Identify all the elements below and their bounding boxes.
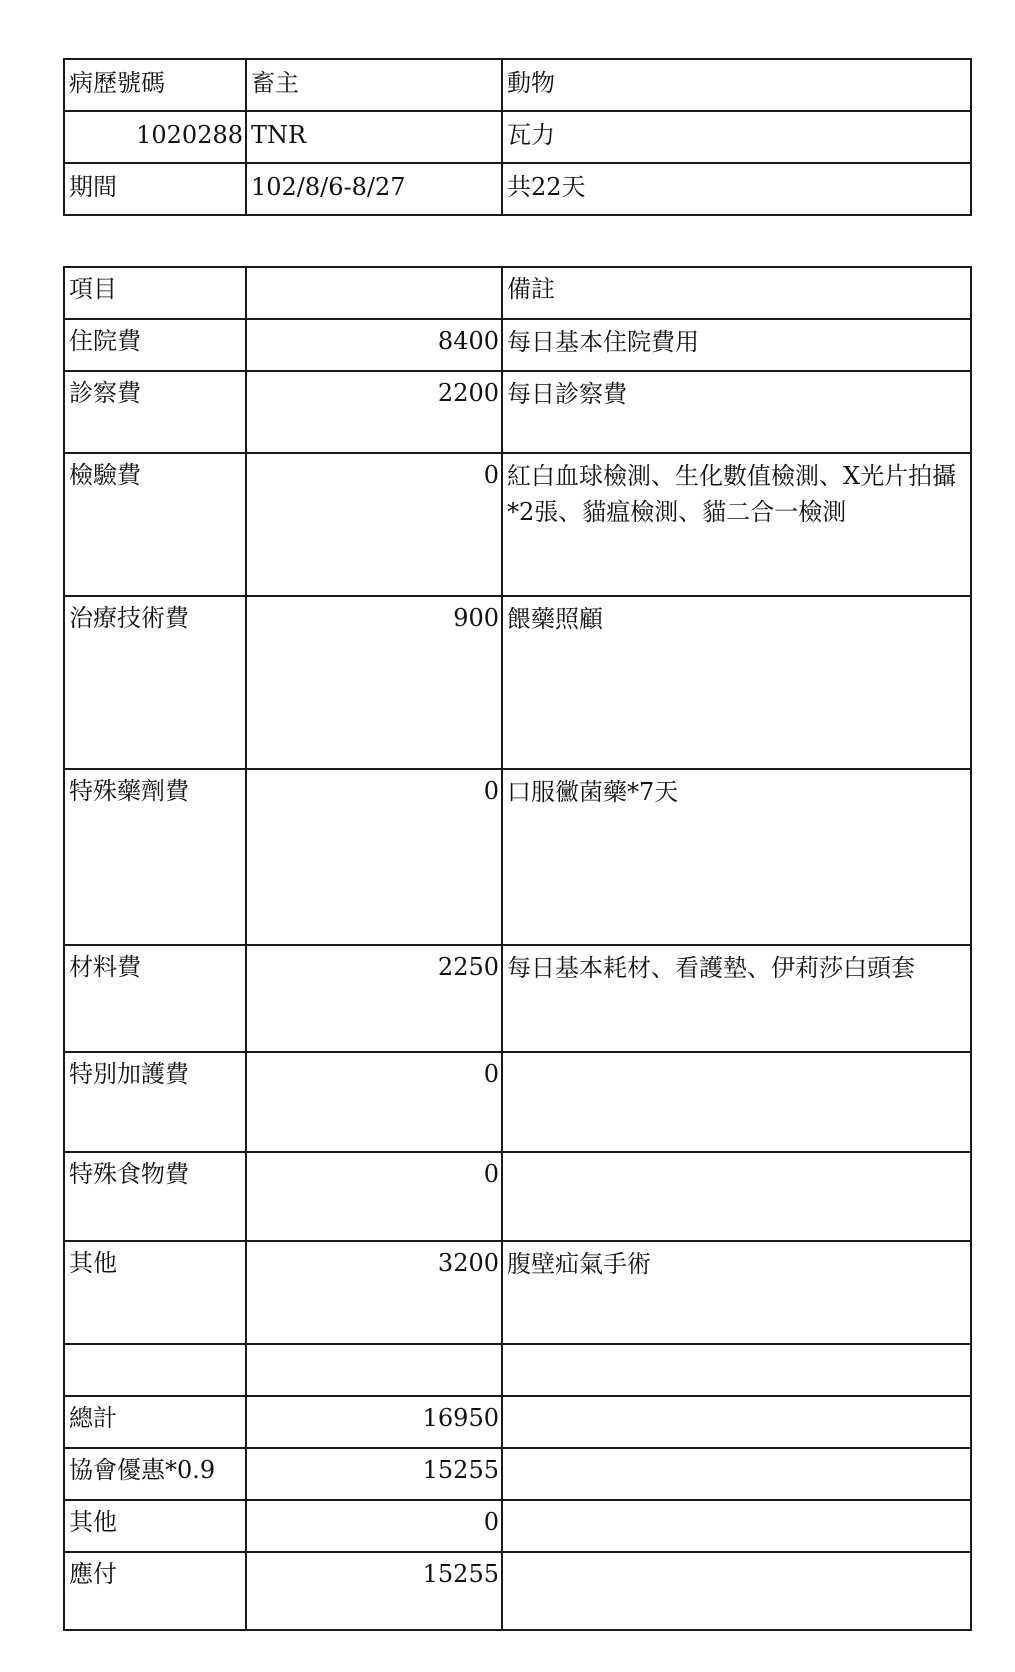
note-cell: 腹壁疝氣手術 xyxy=(502,1241,971,1344)
amount-cell xyxy=(246,1344,502,1396)
summary-note-cell xyxy=(502,1500,971,1552)
period-label: 期間 xyxy=(64,163,246,215)
summary-amount: 16950 xyxy=(246,1396,502,1448)
table-row xyxy=(64,1052,971,1152)
amount-cell: 900 xyxy=(246,596,502,769)
amount-cell: 0 xyxy=(246,1052,502,1152)
patient-info-table xyxy=(63,58,972,216)
note-cell xyxy=(502,1052,971,1152)
item-cell: 診察費 xyxy=(64,371,246,453)
summary-row xyxy=(64,1500,971,1552)
note-cell: 紅白血球檢測、生化數值檢測、X光片拍攝*2張、貓瘟檢測、貓二合一檢測 xyxy=(502,453,971,596)
table-row xyxy=(64,1241,971,1344)
record-no-value: 1020288 xyxy=(64,111,246,163)
summary-label: 其他 xyxy=(64,1500,246,1552)
period-value: 102/8/6-8/27 xyxy=(246,163,502,215)
table-row xyxy=(64,596,971,769)
summary-amount: 15255 xyxy=(246,1448,502,1500)
note-cell: 每日基本住院費用 xyxy=(502,319,971,371)
summary-row xyxy=(64,1396,971,1448)
summary-label: 協會優惠*0.9 xyxy=(64,1448,246,1500)
item-cell: 特殊食物費 xyxy=(64,1152,246,1241)
period-days: 共22天 xyxy=(502,163,971,215)
amount-cell: 0 xyxy=(246,1152,502,1241)
note-cell: 每日基本耗材、看護墊、伊莉莎白頭套 xyxy=(502,945,971,1052)
note-cell xyxy=(502,1152,971,1241)
table-row xyxy=(64,945,971,1052)
table-row xyxy=(64,1152,971,1241)
item-cell: 其他 xyxy=(64,1241,246,1344)
table-row xyxy=(64,371,971,453)
amount-cell: 0 xyxy=(246,769,502,945)
summary-label: 應付 xyxy=(64,1552,246,1630)
fee-table xyxy=(63,266,972,1631)
item-cell: 治療技術費 xyxy=(64,596,246,769)
summary-amount: 0 xyxy=(246,1500,502,1552)
amount-cell: 2250 xyxy=(246,945,502,1052)
summary-note-cell xyxy=(502,1448,971,1500)
summary-label: 總計 xyxy=(64,1396,246,1448)
item-cell: 住院費 xyxy=(64,319,246,371)
item-cell: 特別加護費 xyxy=(64,1052,246,1152)
fee-header-row xyxy=(64,267,971,319)
animal-header: 動物 xyxy=(502,59,971,111)
summary-note-cell xyxy=(502,1552,971,1630)
note-cell: 口服黴菌藥*7天 xyxy=(502,769,971,945)
summary-row xyxy=(64,1448,971,1500)
amount-cell: 0 xyxy=(246,453,502,596)
item-header: 項目 xyxy=(64,267,246,319)
table-row xyxy=(64,319,971,371)
note-cell: 餵藥照顧 xyxy=(502,596,971,769)
note-header: 備註 xyxy=(502,267,971,319)
owner-header: 畜主 xyxy=(246,59,502,111)
table-row xyxy=(64,1344,971,1396)
amount-cell: 8400 xyxy=(246,319,502,371)
item-cell: 材料費 xyxy=(64,945,246,1052)
owner-value: TNR xyxy=(246,111,502,163)
item-cell: 檢驗費 xyxy=(64,453,246,596)
summary-amount: 15255 xyxy=(246,1552,502,1630)
item-cell: 特殊藥劑費 xyxy=(64,769,246,945)
table-row xyxy=(64,769,971,945)
note-cell: 每日診察費 xyxy=(502,371,971,453)
info-period-row xyxy=(64,163,971,215)
amount-cell: 3200 xyxy=(246,1241,502,1344)
record-no-header: 病歷號碼 xyxy=(64,59,246,111)
summary-note-cell xyxy=(502,1396,971,1448)
amount-cell: 2200 xyxy=(246,371,502,453)
item-cell xyxy=(64,1344,246,1396)
info-header-row xyxy=(64,59,971,111)
summary-row xyxy=(64,1552,971,1630)
animal-value: 瓦力 xyxy=(502,111,971,163)
table-row xyxy=(64,453,971,596)
note-cell xyxy=(502,1344,971,1396)
info-value-row xyxy=(64,111,971,163)
amount-header xyxy=(246,267,502,319)
